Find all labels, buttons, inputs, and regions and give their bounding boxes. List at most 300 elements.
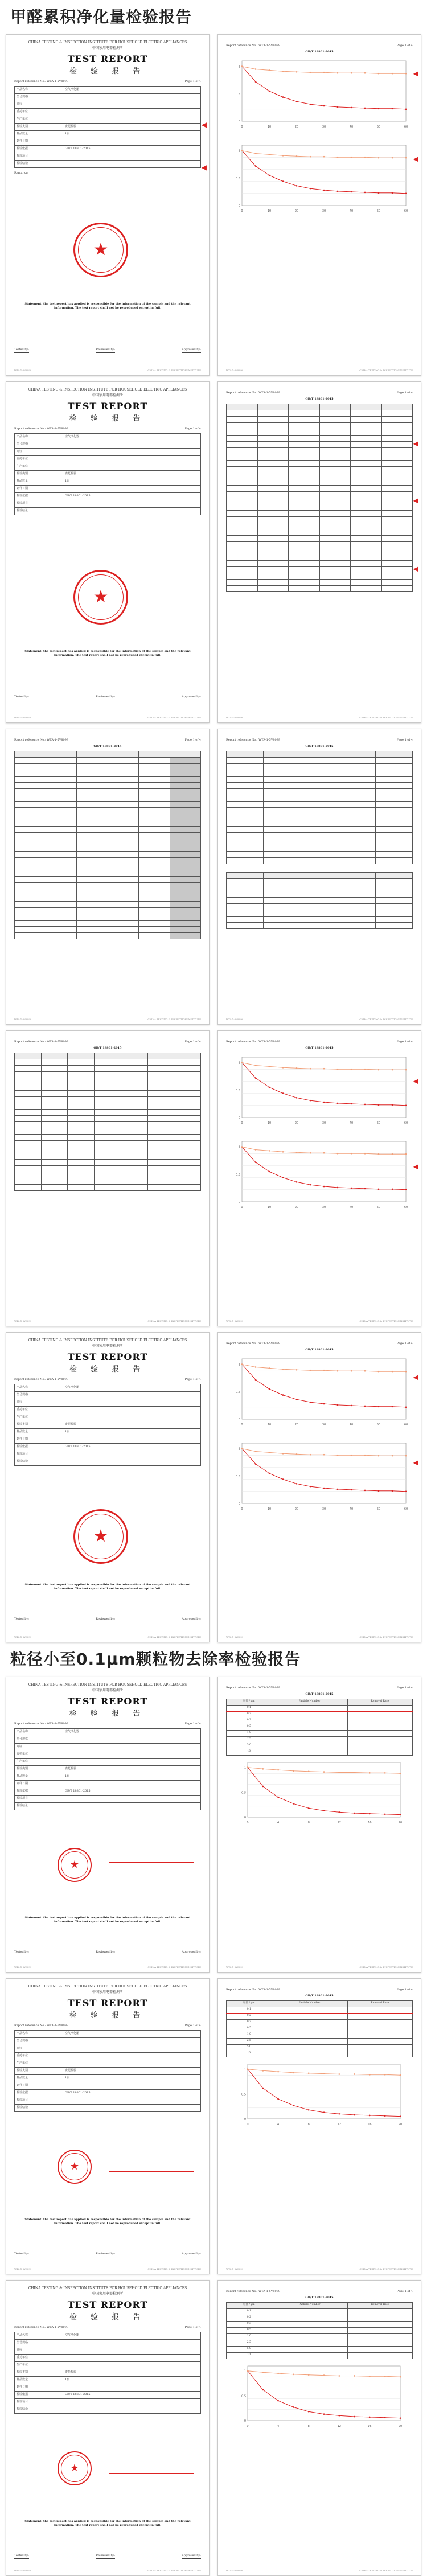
table-cell — [46, 801, 77, 807]
table-cell — [41, 1096, 68, 1103]
table-cell — [375, 820, 412, 826]
table-cell — [41, 1172, 68, 1178]
table-cell — [272, 2346, 347, 2352]
data-point — [238, 149, 243, 153]
table-cell — [170, 776, 201, 782]
data-point — [351, 191, 352, 192]
table-cell — [375, 872, 412, 878]
table-cell — [227, 510, 258, 516]
table-cell — [15, 1090, 42, 1096]
table-cell — [289, 529, 320, 535]
table-cell — [272, 1705, 347, 1711]
info-key: 样品数量 — [15, 478, 63, 486]
info-key: 商标 — [15, 2045, 63, 2053]
data-point — [308, 2410, 310, 2412]
table-cell — [347, 2352, 412, 2359]
info-row — [15, 1458, 201, 1466]
report-page-table-2 — [6, 729, 210, 1025]
table-cell — [257, 498, 289, 504]
table-cell — [338, 845, 375, 851]
info-key: 到样日期 — [15, 1781, 63, 1788]
table-row — [227, 435, 413, 441]
sample-info-body — [15, 2031, 201, 2112]
table-cell — [147, 1078, 174, 1084]
data-point — [378, 1153, 380, 1155]
table-cell — [68, 1165, 95, 1172]
table-cell — [46, 907, 77, 914]
table-cell — [139, 926, 170, 932]
table-cell — [170, 932, 201, 939]
data-point — [296, 71, 298, 72]
table-cell — [41, 1121, 68, 1128]
table-cell — [338, 916, 375, 922]
table-cell — [257, 447, 289, 454]
table-cell — [351, 529, 382, 535]
info-key: 样品数量 — [15, 131, 63, 138]
report-number: Report reference No.: WTA-1-5V8099 — [226, 738, 281, 742]
data-point — [277, 2400, 279, 2401]
table-cell — [301, 782, 338, 788]
table-row — [227, 807, 413, 814]
table-cell — [227, 916, 264, 922]
table-cell — [174, 1121, 201, 1128]
table-cell — [15, 757, 46, 763]
y-tick-label: 0 — [238, 120, 240, 124]
table-cell — [257, 560, 289, 566]
approved-by: Approved by: — [182, 348, 201, 353]
table-cell — [257, 554, 289, 560]
table-cell — [227, 782, 264, 788]
data-point — [282, 96, 284, 98]
info-value — [63, 1796, 201, 1803]
info-key: 型号规格 — [15, 441, 63, 449]
table-row — [15, 751, 201, 757]
data-point — [255, 165, 257, 167]
table-cell — [147, 1096, 174, 1103]
x-tick-label: 10 — [267, 1423, 272, 1427]
x-tick-label: 0 — [247, 1821, 249, 1825]
info-key: 检验类别 — [15, 2369, 63, 2377]
info-row — [15, 2332, 201, 2340]
page-footer: WTA-1-5V8099 CHINA TESTING & INSPECTION INSTITUTE — [14, 1635, 201, 1638]
data-point — [238, 1447, 243, 1451]
table-cell — [227, 529, 258, 535]
report-number: Report reference No.: WTA-1-5V8099 — [14, 738, 69, 742]
table-cell — [108, 870, 139, 876]
data-point — [323, 71, 325, 73]
table-cell — [108, 889, 139, 895]
table-row — [15, 1172, 201, 1178]
data-point — [364, 1454, 366, 1456]
table-cell — [289, 523, 320, 529]
table-cell — [147, 1103, 174, 1109]
table-cell: 5.0 — [227, 2044, 272, 2051]
institute-name: CHINA TESTING & INSPECTION INSTITUTE FOR HOUSEHOLD ELECTRIC APPLIANCES — [28, 1338, 187, 1342]
table-cell — [41, 1165, 68, 1172]
table-cell — [41, 1153, 68, 1159]
info-value: 1台 — [63, 1429, 201, 1436]
info-row — [15, 449, 201, 456]
table-cell — [227, 404, 258, 410]
table-cell — [95, 1065, 121, 1071]
table-cell — [347, 1743, 412, 1749]
official-seal — [58, 2150, 92, 2184]
data-point — [323, 1152, 325, 1153]
table-row — [15, 926, 201, 932]
table-cell — [174, 1065, 201, 1071]
data-point — [296, 1483, 298, 1485]
star-icon: ★ — [69, 2160, 80, 2172]
table-cell — [319, 573, 351, 579]
y-tick-label: 0.5 — [236, 1390, 240, 1394]
table-cell — [15, 820, 46, 826]
data-point — [364, 107, 366, 109]
table-cell — [289, 429, 320, 435]
data-point — [296, 1399, 298, 1400]
table-cell — [46, 788, 77, 795]
table-row — [227, 1718, 413, 1724]
star-icon: ★ — [93, 240, 109, 260]
table-cell — [46, 889, 77, 895]
table-cell — [77, 882, 108, 889]
table-cell — [351, 416, 382, 422]
info-key: 委托单位 — [15, 456, 63, 463]
x-tick-label: 40 — [349, 1205, 354, 1209]
page-footer: WTA-1-5V8099 CHINA TESTING & INSPECTION INSTITUTE — [226, 1017, 413, 1021]
table-cell — [375, 916, 412, 922]
table-cell — [381, 485, 413, 491]
table-row — [227, 922, 413, 928]
report-meta — [226, 1040, 413, 1044]
x-tick-label: 40 — [349, 1423, 354, 1427]
table-cell — [174, 1165, 201, 1172]
table-cell — [139, 807, 170, 814]
report-title-cn: 检 验 报 告 — [69, 414, 146, 423]
data-point — [269, 1367, 270, 1369]
table-cell — [15, 1078, 42, 1084]
x-tick-label: 40 — [349, 209, 354, 213]
y-tick-label: 0 — [238, 1200, 240, 1204]
data-point — [323, 105, 325, 106]
table-cell — [264, 763, 301, 770]
table-cell — [351, 404, 382, 410]
table-cell — [77, 770, 108, 776]
table-cell — [46, 926, 77, 932]
report-title-en: TEST REPORT — [67, 1998, 148, 2009]
data-point — [364, 1489, 366, 1491]
table-cell — [257, 416, 289, 422]
data-point — [282, 71, 284, 72]
x-tick-label: 60 — [404, 1205, 408, 1209]
table-cell — [301, 826, 338, 832]
particle-report-cover-2 — [6, 1978, 210, 2274]
table-cell — [319, 535, 351, 541]
table-cell — [46, 826, 77, 832]
data-point — [369, 2114, 371, 2116]
report-page-chart-2 — [217, 1030, 421, 1326]
x-tick-label: 12 — [337, 2424, 341, 2428]
table-cell — [289, 579, 320, 585]
info-key: 检验依据 — [15, 493, 63, 500]
table-cell — [319, 510, 351, 516]
institute-name: CHINA TESTING & INSPECTION INSTITUTE FOR HOUSEHOLD ELECTRIC APPLIANCES — [28, 40, 187, 44]
table-cell — [77, 801, 108, 807]
table-row — [15, 820, 201, 826]
report-title-cn: 检 验 报 告 — [69, 2011, 146, 2020]
table-cell — [46, 870, 77, 876]
x-tick-label: 60 — [404, 1121, 408, 1125]
table-cell — [41, 1140, 68, 1147]
table-cell: 5.0 — [227, 2346, 272, 2352]
table-row — [227, 2026, 413, 2032]
x-tick-label: 60 — [404, 125, 408, 129]
formaldehyde-decay-chart-3 — [228, 1053, 410, 1127]
table-cell — [338, 795, 375, 801]
table-cell — [319, 466, 351, 473]
table-row — [227, 447, 413, 454]
table-cell — [272, 1749, 347, 1755]
table-cell — [108, 882, 139, 889]
info-value — [63, 94, 201, 101]
table-cell — [108, 932, 139, 939]
table-cell — [264, 832, 301, 839]
page-number: Page 1 of 4 — [396, 738, 413, 742]
report-number: Report reference No.: WTA-1-5V8099 — [226, 1686, 281, 1690]
table-cell — [15, 1109, 42, 1115]
y-tick-label: 1 — [238, 65, 240, 69]
data-point — [400, 2115, 401, 2117]
red-annotation-mark: ◀ — [413, 155, 418, 163]
table-cell — [338, 839, 375, 845]
data-point — [282, 1067, 284, 1069]
info-value — [63, 1803, 201, 1810]
report-number: Report reference No.: WTA-1-5V8099 — [226, 1988, 281, 1991]
y-tick-label: 1 — [238, 1447, 240, 1451]
data-point — [364, 1405, 366, 1407]
table-cell — [301, 788, 338, 795]
table-cell — [170, 782, 201, 788]
data-point — [392, 72, 393, 74]
data-point — [378, 108, 380, 109]
red-annotation-mark: ◀ — [413, 1373, 418, 1381]
table-cell — [147, 1109, 174, 1115]
table-cell — [15, 870, 46, 876]
table-cell — [338, 832, 375, 839]
page-footer: WTA-1-5V8099 CHINA TESTING & INSPECTION INSTITUTE — [226, 368, 413, 372]
table-cell — [174, 1115, 201, 1121]
table-cell — [227, 466, 258, 473]
table-cell — [68, 1071, 95, 1078]
table-cell — [257, 566, 289, 573]
tested-by: Tested by: — [14, 348, 29, 353]
table-cell — [15, 839, 46, 845]
table-cell — [289, 466, 320, 473]
y-tick-label: 0.5 — [241, 2394, 246, 2398]
table-cell — [170, 757, 201, 763]
table-cell — [174, 1128, 201, 1134]
table-cell — [289, 416, 320, 422]
y-tick-label: 0 — [238, 1116, 240, 1120]
table-cell — [338, 826, 375, 832]
table-cell — [108, 895, 139, 901]
table-cell — [139, 832, 170, 839]
data-point — [277, 2372, 279, 2374]
table-cell — [46, 857, 77, 864]
info-row — [15, 486, 201, 493]
info-value — [63, 486, 201, 493]
table-cell — [338, 903, 375, 910]
info-key: 生产单位 — [15, 2060, 63, 2068]
table-cell — [227, 429, 258, 435]
table-cell — [139, 751, 170, 757]
info-row — [15, 116, 201, 124]
x-tick-label: 10 — [267, 209, 272, 213]
x-tick-label: 0 — [241, 209, 243, 213]
data-point — [392, 1370, 393, 1372]
table-cell — [227, 903, 264, 910]
x-tick-label: 16 — [368, 1821, 372, 1825]
table-row — [227, 498, 413, 504]
data-point — [337, 1404, 339, 1406]
table-cell — [170, 845, 201, 851]
table-cell — [227, 485, 258, 491]
data-point — [255, 1065, 257, 1066]
info-value — [63, 449, 201, 456]
table-cell — [381, 560, 413, 566]
table-row — [15, 788, 201, 795]
info-value — [63, 1781, 201, 1788]
table-row — [15, 845, 201, 851]
table-cell — [95, 1128, 121, 1134]
table-cell — [227, 560, 258, 566]
table-cell — [319, 447, 351, 454]
table-cell — [68, 1134, 95, 1140]
table-cell — [264, 751, 301, 757]
table-cell — [289, 485, 320, 491]
table-cell — [264, 788, 301, 795]
data-point — [378, 157, 380, 158]
table-cell — [95, 1078, 121, 1084]
table-cell — [351, 466, 382, 473]
y-tick-label: 0.5 — [236, 176, 240, 180]
table-cell — [227, 479, 258, 485]
x-tick-label: 20 — [398, 2122, 403, 2126]
table-cell — [147, 1134, 174, 1140]
tested-by: Tested by: — [14, 2554, 29, 2559]
data-point — [282, 1453, 284, 1455]
page-number: Page 1 of 4 — [184, 427, 201, 431]
table-cell — [351, 573, 382, 579]
table-row — [15, 1065, 201, 1071]
table-cell — [264, 885, 301, 891]
data-point — [405, 192, 407, 194]
table-cell — [174, 1090, 201, 1096]
info-key: 商标 — [15, 101, 63, 109]
table-cell — [257, 491, 289, 498]
table-cell — [121, 1065, 147, 1071]
table-cell — [289, 410, 320, 416]
data-point — [323, 1185, 325, 1187]
y-tick-label: 0 — [238, 1502, 240, 1506]
table-cell — [139, 876, 170, 882]
sample-info-body — [15, 1729, 201, 1810]
table-row — [227, 573, 413, 579]
table-row — [15, 1071, 201, 1078]
section-title-formaldehyde: 甲醛累积净化量检验报告 — [10, 7, 192, 26]
table-row — [15, 770, 201, 776]
data-point — [405, 1370, 407, 1372]
table-cell — [301, 885, 338, 891]
x-tick-label: 30 — [322, 209, 326, 213]
data-point — [405, 72, 407, 74]
table-cell — [139, 782, 170, 788]
report-number: Report reference No.: WTA-1-5V8099 — [226, 1040, 281, 1043]
data-point — [392, 1188, 393, 1190]
info-key: 检验依据 — [15, 146, 63, 153]
table-cell — [121, 1115, 147, 1121]
data-point — [293, 2373, 294, 2375]
data-point — [351, 1068, 352, 1070]
page-footer: WTA-1-5V8099 CHINA TESTING & INSPECTION INSTITUTE — [226, 1319, 413, 1322]
table-cell — [147, 1053, 174, 1059]
table-row — [227, 2019, 413, 2026]
table-cell — [347, 2327, 412, 2333]
data-point — [339, 2375, 340, 2377]
table-cell: 10 — [227, 2051, 272, 2057]
data-point — [269, 1150, 270, 1152]
table-cell — [108, 901, 139, 907]
table-header: Particle Number — [272, 2302, 347, 2308]
table-cell — [15, 782, 46, 788]
info-value: GB/T 18801-2015 — [63, 493, 201, 500]
report-page-cover-3 — [6, 1332, 210, 1642]
table-cell — [15, 788, 46, 795]
table-cell — [257, 573, 289, 579]
info-row — [15, 146, 201, 153]
report-title-en: TEST REPORT — [67, 1696, 148, 1707]
report-meta — [226, 1342, 413, 1346]
data-point — [364, 1152, 366, 1154]
data-point — [310, 1067, 311, 1069]
table-cell — [301, 807, 338, 814]
info-key: 生产单位 — [15, 2362, 63, 2369]
data-point — [247, 1766, 249, 1768]
table-cell — [77, 788, 108, 795]
data-point — [296, 1453, 298, 1455]
table-cell — [319, 523, 351, 529]
table-cell — [227, 839, 264, 845]
table-cell — [257, 466, 289, 473]
table-cell — [139, 776, 170, 782]
data-point — [262, 1785, 264, 1787]
x-tick-label: 8 — [307, 2122, 310, 2126]
report-number: Report reference No.: WTA-1-5V8099 — [226, 2290, 281, 2293]
table-cell — [338, 776, 375, 782]
table-cell — [108, 914, 139, 920]
y-tick-label: 1 — [244, 2068, 246, 2072]
data-point — [308, 2109, 310, 2110]
table-cell — [41, 1103, 68, 1109]
table-cell — [15, 895, 46, 901]
report-number: Report reference No.: WTA-1-5V8099 — [14, 2024, 69, 2028]
data-point — [296, 101, 298, 102]
table-row — [15, 895, 201, 901]
reviewed-by: Reviewed by: — [96, 695, 115, 700]
table-cell — [351, 460, 382, 466]
table-cell: 2.5 — [227, 2340, 272, 2346]
table-cell — [301, 770, 338, 776]
x-tick-label: 0 — [241, 125, 243, 129]
